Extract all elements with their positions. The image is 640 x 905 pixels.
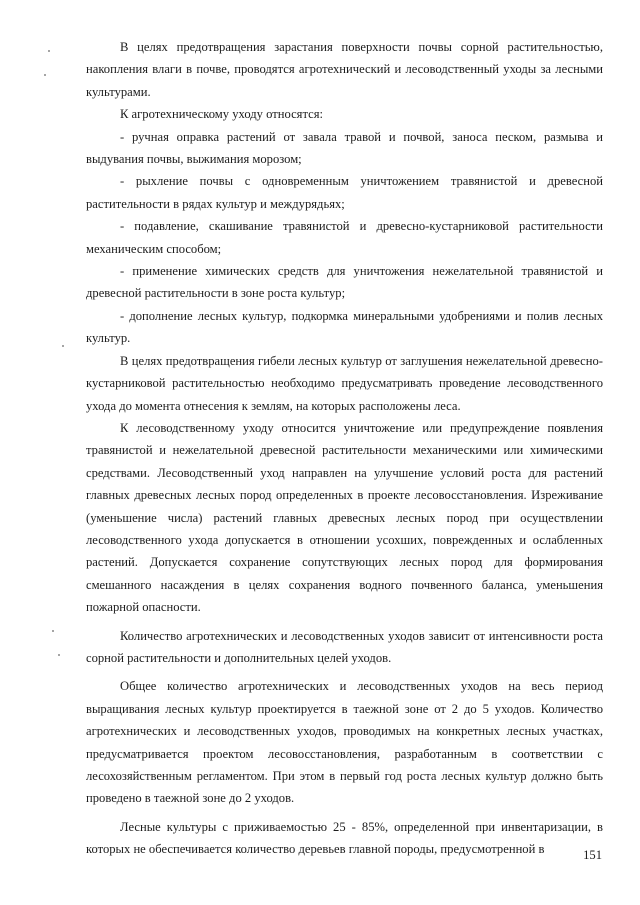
scan-mark [62, 345, 64, 347]
paragraph-prevent-death: В целях предотвращения гибели лесных культур от заглушения нежелательной древесно-кустарниковой растительностью необходимо предусматривать проведение лесоводственного ухода до момента отнесения к землям, на которых расположены леса. [86, 353, 603, 413]
paragraph-survival-rate: Лесные культуры с приживаемостью 25 - 85%, определенной при инвентаризации, в которых не обеспечивается количество деревьев главной породы, предусмотренной в [86, 819, 603, 857]
list-item-manual-straightening: - ручная оправка растений от завала травой и почвой, заноса песком, размыва и выдувания почвы, выжимания морозом; [86, 129, 603, 167]
list-item-supplementing: - дополнение лесных культур, подкормка минеральными удобрениями и полив лесных культур. [86, 308, 603, 346]
scan-mark [58, 654, 60, 656]
list-item-chemicals: - применение химических средств для уничтожения нежелательной травянистой и древесной растительности в зоне роста культур; [86, 264, 603, 301]
scan-mark [44, 74, 46, 76]
list-item-loosening: - рыхление почвы с одновременным уничтожением травянистой и древесной растительности в рядах культур и междурядьях; [86, 174, 603, 211]
paragraph-agro-heading: К агротехническому уходу относятся: [120, 107, 324, 122]
page-number: 151 [583, 848, 602, 862]
paragraph-silvicultural-care: К лесоводственному уходу относится уничтожение или предупреждение появления травянистой и нежелательной древесной растительности механическими или химическими средствами. Лесоводственный уход направлен на улучшение условий роста для растений главных древесных лесных пород определенных в проекте лесовосстановления. Изреживание (уменьшение числа) растений главных древесных лесных пород при осуществлении лесоводственного ухода допускается в отношении усохших, поврежденных и ослабленных растений. Допускается сохранение сопутствующих лесных пород для формирования смешанного насаждения в целях сохранения водного почвенного баланса, уменьшения пожарной опасности. [86, 420, 603, 615]
list-item-suppression: - подавление, скашивание травянистой и древесно-кустарниковой растительности механическим способом; [86, 219, 603, 256]
paragraph-care-quantity: Количество агротехнических и лесоводственных уходов зависит от интенсивности роста сорной растительности и дополнительных целей уходов. [86, 628, 603, 665]
scan-mark [52, 630, 54, 632]
body-text [86, 36, 603, 861]
scan-mark [48, 50, 50, 52]
paragraph-intro: В целях предотвращения зарастания поверхности почвы сорной растительностью, накопления влаги в почве, проводятся агротехнический и лесоводственный уходы за лесными культурами. [86, 40, 603, 99]
paragraph-total-care: Общее количество агротехнических и лесоводственных уходов на весь период выращивания лесных культур проектируется в таежной зоне от 2 до 5 уходов. Количество агротехнических и лесоводственных уходов, проводимых на конкретных лесных участках, предусматривается проектом лесовосстановления, разработанным в соответствии с лесохозяйственным регламентом. При этом в первый год роста лесных культур должно быть проведено в таежной зоне до 2 уходов. [86, 679, 603, 806]
